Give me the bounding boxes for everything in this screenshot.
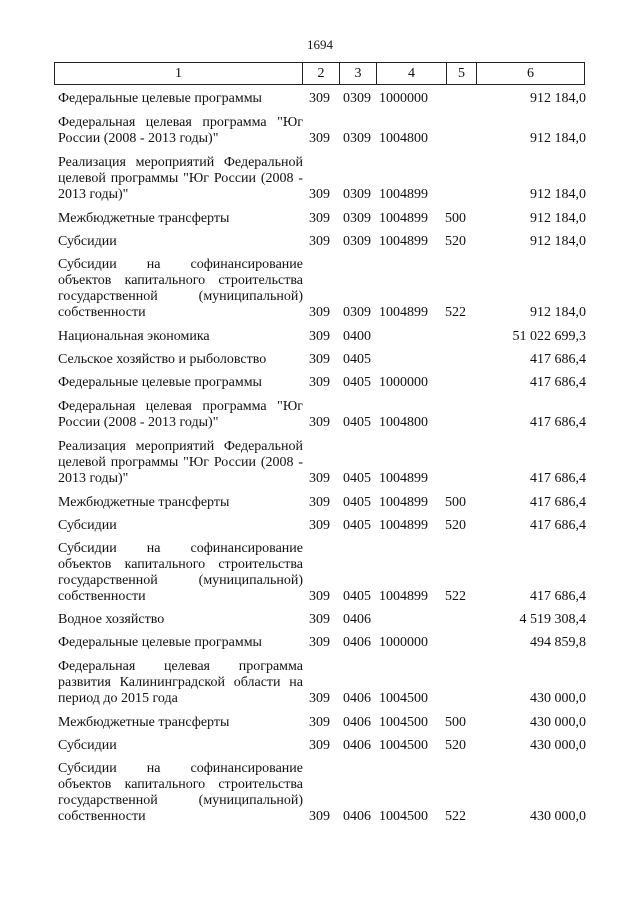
table-header <box>54 62 585 85</box>
row-col-4: 1004899 <box>379 518 428 533</box>
row-col-6: 912 184,0 <box>530 131 586 146</box>
row-col-2: 309 <box>309 589 330 604</box>
row-col-2: 309 <box>309 691 330 706</box>
row-col-4: 1000000 <box>379 635 428 650</box>
row-col-6: 430 000,0 <box>530 738 586 753</box>
row-col-6: 51 022 699,3 <box>512 329 586 344</box>
row-col-5: 500 <box>445 495 466 510</box>
row-col-5: 522 <box>445 305 466 320</box>
row-col-3: 0309 <box>343 91 371 106</box>
row-col-6: 417 686,4 <box>530 471 586 486</box>
row-col-4: 1004500 <box>379 691 428 706</box>
row-name: Субсидии на софинансирование объектов капитального строительства государственной (муниципальной) собственности <box>58 257 303 320</box>
header-col-1: 1 <box>175 65 182 81</box>
row-col-2: 309 <box>309 211 330 226</box>
row-name: Реализация мероприятий Федеральной целевой программы "Юг России (2008 - 2013 годы)" <box>58 155 303 202</box>
table-row <box>58 541 586 605</box>
row-col-3: 0405 <box>343 518 371 533</box>
row-col-6: 912 184,0 <box>530 91 586 106</box>
row-col-5: 522 <box>445 809 466 824</box>
table-row <box>58 257 586 321</box>
row-col-2: 309 <box>309 415 330 430</box>
row-name: Сельское хозяйство и рыболовство <box>58 352 267 367</box>
row-col-2: 309 <box>309 305 330 320</box>
table-row <box>58 329 586 345</box>
row-col-6: 417 686,4 <box>530 352 586 367</box>
row-col-4: 1000000 <box>379 375 428 390</box>
row-col-3: 0406 <box>343 612 371 627</box>
row-col-3: 0405 <box>343 471 371 486</box>
row-name: Субсидии на софинансирование объектов капитального строительства государственной (муниципальной) собственности <box>58 761 303 824</box>
row-col-4: 1004800 <box>379 131 428 146</box>
table-row <box>58 439 586 487</box>
table-body <box>58 91 586 825</box>
row-col-2: 309 <box>309 375 330 390</box>
table-row <box>58 115 586 147</box>
row-col-4: 1004500 <box>379 715 428 730</box>
table-row <box>58 155 586 203</box>
row-name: Субсидии <box>58 234 117 249</box>
table-row <box>58 761 586 825</box>
table-row <box>58 399 586 431</box>
row-col-3: 0309 <box>343 305 371 320</box>
row-col-6: 912 184,0 <box>530 234 586 249</box>
row-col-6: 417 686,4 <box>530 415 586 430</box>
table-row <box>58 635 586 651</box>
row-col-3: 0309 <box>343 131 371 146</box>
table-row <box>58 715 586 731</box>
row-col-6: 417 686,4 <box>530 518 586 533</box>
row-col-4: 1004899 <box>379 187 428 202</box>
row-col-5: 520 <box>445 234 466 249</box>
row-col-2: 309 <box>309 329 330 344</box>
row-col-5: 520 <box>445 518 466 533</box>
row-col-6: 912 184,0 <box>530 187 586 202</box>
row-col-4: 1004500 <box>379 809 428 824</box>
row-col-4: 1004899 <box>379 589 428 604</box>
row-col-2: 309 <box>309 612 330 627</box>
row-col-3: 0406 <box>343 635 371 650</box>
row-col-3: 0405 <box>343 375 371 390</box>
row-name: Федеральная целевая программа "Юг России (2008 - 2013 годы)" <box>58 399 303 430</box>
row-col-2: 309 <box>309 131 330 146</box>
row-col-4: 1004899 <box>379 234 428 249</box>
row-col-4: 1000000 <box>379 91 428 106</box>
row-col-6: 430 000,0 <box>530 691 586 706</box>
row-name: Субсидии на софинансирование объектов капитального строительства государственной (муниципальной) собственности <box>58 541 303 604</box>
row-col-2: 309 <box>309 234 330 249</box>
row-col-3: 0309 <box>343 234 371 249</box>
row-name: Межбюджетные трансферты <box>58 211 230 226</box>
row-col-3: 0400 <box>343 329 371 344</box>
row-col-3: 0309 <box>343 187 371 202</box>
row-col-2: 309 <box>309 495 330 510</box>
header-col-6: 6 <box>476 63 584 84</box>
table-row <box>58 738 586 754</box>
table-row <box>58 234 586 250</box>
row-col-2: 309 <box>309 471 330 486</box>
row-name: Межбюджетные трансферты <box>58 495 230 510</box>
row-col-2: 309 <box>309 715 330 730</box>
row-col-6: 417 686,4 <box>530 495 586 510</box>
row-col-2: 309 <box>309 91 330 106</box>
table-row <box>58 659 586 707</box>
row-col-3: 0309 <box>343 211 371 226</box>
row-col-4: 1004899 <box>379 305 428 320</box>
row-col-5: 520 <box>445 738 466 753</box>
row-col-3: 0406 <box>343 809 371 824</box>
row-name: Федеральные целевые программы <box>58 91 262 106</box>
row-col-6: 417 686,4 <box>530 375 586 390</box>
row-name: Национальная экономика <box>58 329 210 344</box>
row-col-2: 309 <box>309 187 330 202</box>
row-col-5: 500 <box>445 211 466 226</box>
row-col-4: 1004899 <box>379 495 428 510</box>
table-row <box>58 612 586 628</box>
row-col-2: 309 <box>309 635 330 650</box>
row-col-3: 0406 <box>343 738 371 753</box>
header-col-2: 2 <box>302 63 339 84</box>
row-col-6: 912 184,0 <box>530 211 586 226</box>
row-col-3: 0405 <box>343 589 371 604</box>
table-row <box>58 352 586 368</box>
row-col-3: 0406 <box>343 715 371 730</box>
row-col-2: 309 <box>309 518 330 533</box>
page-number: 1694 <box>307 37 333 52</box>
row-col-2: 309 <box>309 738 330 753</box>
row-name: Федеральные целевые программы <box>58 635 262 650</box>
header-col-3: 3 <box>339 63 376 84</box>
row-col-2: 309 <box>309 352 330 367</box>
row-col-4: 1004500 <box>379 738 428 753</box>
row-name: Водное хозяйство <box>58 612 165 627</box>
row-col-4: 1004800 <box>379 415 428 430</box>
row-col-5: 522 <box>445 589 466 604</box>
row-name: Субсидии <box>58 518 117 533</box>
row-col-4: 1004899 <box>379 471 428 486</box>
header-col-4: 4 <box>376 63 446 84</box>
table-row <box>58 518 586 534</box>
table-row <box>58 91 586 107</box>
row-col-6: 912 184,0 <box>530 305 586 320</box>
table-row <box>58 375 586 391</box>
row-name: Межбюджетные трансферты <box>58 715 230 730</box>
row-name: Федеральные целевые программы <box>58 375 262 390</box>
row-col-4: 1004899 <box>379 211 428 226</box>
table-row <box>58 211 586 227</box>
row-col-6: 417 686,4 <box>530 589 586 604</box>
row-col-3: 0405 <box>343 495 371 510</box>
row-col-6: 430 000,0 <box>530 715 586 730</box>
row-col-6: 494 859,8 <box>530 635 586 650</box>
table-row <box>58 495 586 511</box>
row-col-3: 0405 <box>343 352 371 367</box>
row-col-5: 500 <box>445 715 466 730</box>
row-name: Реализация мероприятий Федеральной целевой программы "Юг России (2008 - 2013 годы)" <box>58 439 303 486</box>
row-col-6: 430 000,0 <box>530 809 586 824</box>
row-col-2: 309 <box>309 809 330 824</box>
row-col-6: 4 519 308,4 <box>519 612 586 627</box>
row-name: Федеральная целевая программа развития Калининградской области на период до 2015 года <box>58 659 303 706</box>
row-col-3: 0405 <box>343 415 371 430</box>
row-name: Федеральная целевая программа "Юг России (2008 - 2013 годы)" <box>58 115 303 146</box>
header-col-5: 5 <box>446 63 476 84</box>
row-col-3: 0406 <box>343 691 371 706</box>
row-name: Субсидии <box>58 738 117 753</box>
